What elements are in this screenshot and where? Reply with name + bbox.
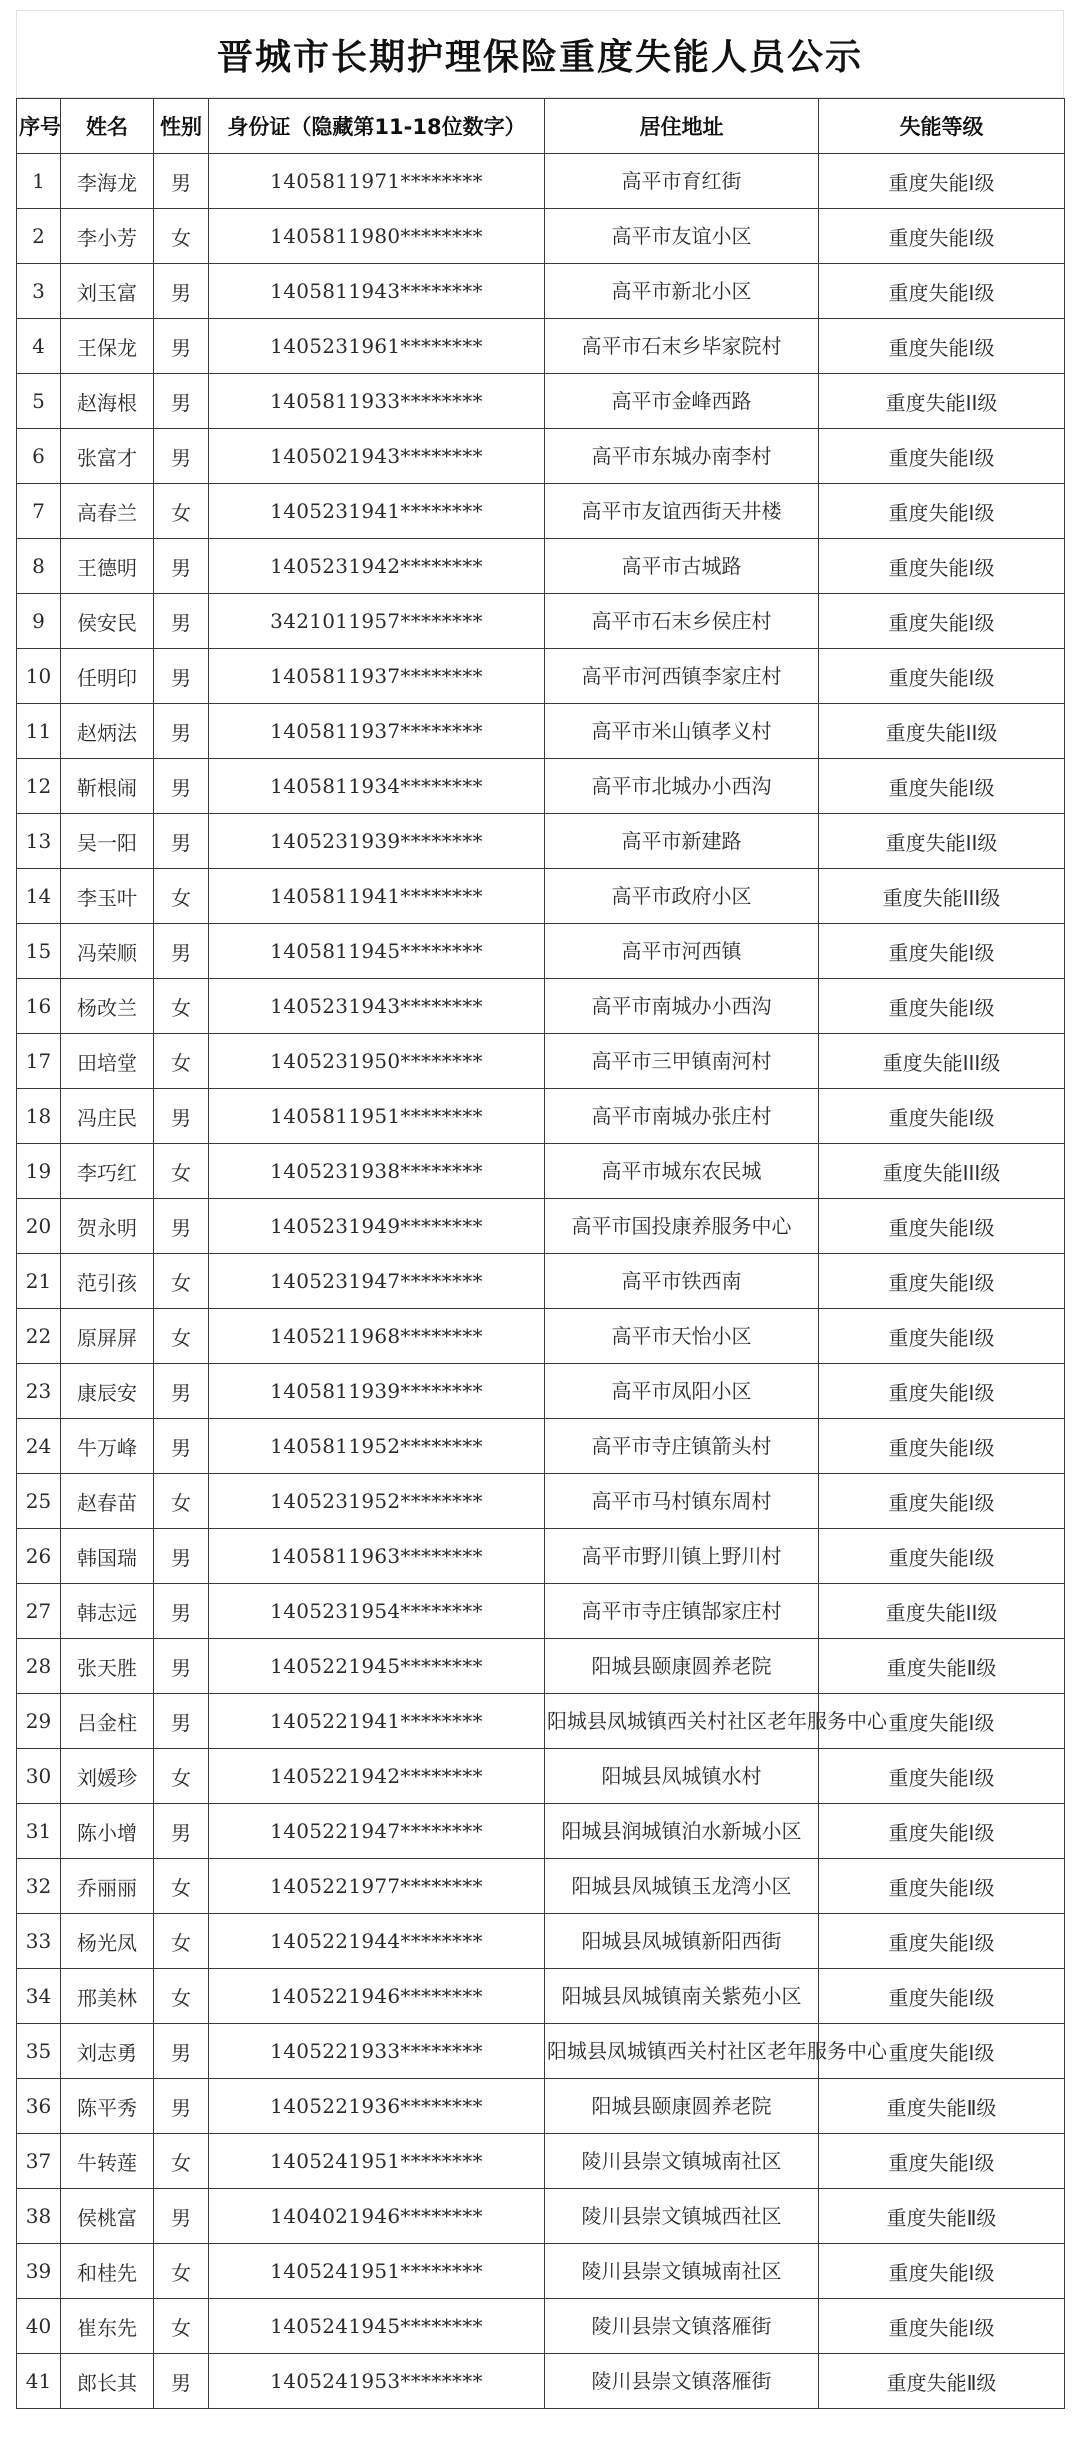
table-row: [17, 374, 1065, 429]
cell-id-number: 1405221977********: [209, 1859, 545, 1914]
table-row: [17, 649, 1065, 704]
cell-gender: 男: [154, 374, 209, 429]
cell-address: 阳城县润城镇泊水新城小区: [545, 1804, 819, 1859]
cell-disability-level: 重度失能I级: [819, 539, 1065, 594]
cell-disability-level: 重度失能I级: [819, 649, 1065, 704]
cell-address: 阳城县凤城镇西关村社区老年服务中心: [545, 2024, 819, 2079]
cell-id-number: 1405021943********: [209, 429, 545, 484]
cell-disability-level: 重度失能I级: [819, 1419, 1065, 1474]
cell-address: 高平市野川镇上野川村: [545, 1529, 819, 1584]
cell-seq: 6: [17, 429, 61, 484]
cell-name: 靳根闹: [61, 759, 154, 814]
cell-disability-level: 重度失能Ⅰ级: [819, 1859, 1065, 1914]
table-header: [17, 99, 1065, 154]
cell-address: 阳城县凤城镇水村: [545, 1749, 819, 1804]
cell-name: 牛转莲: [61, 2134, 154, 2189]
table-row: [17, 869, 1065, 924]
cell-name: 刘玉富: [61, 264, 154, 319]
cell-name: 郎长其: [61, 2354, 154, 2409]
table-row: [17, 1089, 1065, 1144]
cell-seq: 25: [17, 1474, 61, 1529]
cell-disability-level: 重度失能I级: [819, 759, 1065, 814]
cell-name: 刘志勇: [61, 2024, 154, 2079]
cell-gender: 男: [154, 1639, 209, 1694]
cell-gender: 女: [154, 209, 209, 264]
cell-seq: 36: [17, 2079, 61, 2134]
cell-gender: 男: [154, 924, 209, 979]
cell-seq: 28: [17, 1639, 61, 1694]
cell-disability-level: 重度失能I级: [819, 594, 1065, 649]
cell-id-number: 1405231943********: [209, 979, 545, 1034]
cell-gender: 男: [154, 1199, 209, 1254]
cell-id-number: 1405231947********: [209, 1254, 545, 1309]
cell-gender: 男: [154, 1089, 209, 1144]
table-row: [17, 1254, 1065, 1309]
cell-gender: 男: [154, 814, 209, 869]
cell-seq: 34: [17, 1969, 61, 2024]
cell-name: 韩志远: [61, 1584, 154, 1639]
cell-seq: 1: [17, 154, 61, 209]
cell-gender: 女: [154, 869, 209, 924]
table-row: [17, 1694, 1065, 1749]
cell-name: 李海龙: [61, 154, 154, 209]
cell-disability-level: 重度失能I级: [819, 1529, 1065, 1584]
cell-seq: 27: [17, 1584, 61, 1639]
cell-name: 韩国瑞: [61, 1529, 154, 1584]
cell-address: 阳城县凤城镇南关紫苑小区: [545, 1969, 819, 2024]
cell-gender: 男: [154, 594, 209, 649]
cell-gender: 男: [154, 429, 209, 484]
cell-name: 吕金柱: [61, 1694, 154, 1749]
table-row: [17, 1529, 1065, 1584]
cell-gender: 女: [154, 1969, 209, 2024]
cell-disability-level: 重度失能I级: [819, 484, 1065, 539]
cell-seq: 32: [17, 1859, 61, 1914]
cell-disability-level: 重度失能Ⅱ级: [819, 2079, 1065, 2134]
cell-address: 阳城县颐康圆养老院: [545, 1639, 819, 1694]
cell-name: 张天胜: [61, 1639, 154, 1694]
cell-seq: 10: [17, 649, 61, 704]
table-row: [17, 1584, 1065, 1639]
cell-disability-level: 重度失能I级: [819, 264, 1065, 319]
cell-id-number: 1405811945********: [209, 924, 545, 979]
cell-name: 赵炳法: [61, 704, 154, 759]
cell-address: 高平市凤阳小区: [545, 1364, 819, 1419]
table-row: [17, 2299, 1065, 2354]
cell-id-number: 1405241953********: [209, 2354, 545, 2409]
cell-id-number: 1405231938********: [209, 1144, 545, 1199]
cell-disability-level: 重度失能I级: [819, 154, 1065, 209]
cell-seq: 33: [17, 1914, 61, 1969]
cell-gender: 男: [154, 1419, 209, 1474]
cell-address: 高平市东城办南李村: [545, 429, 819, 484]
cell-disability-level: 重度失能II级: [819, 374, 1065, 429]
cell-name: 王保龙: [61, 319, 154, 374]
cell-seq: 22: [17, 1309, 61, 1364]
cell-name: 高春兰: [61, 484, 154, 539]
table-row: [17, 2244, 1065, 2299]
cell-id-number: 1405221945********: [209, 1639, 545, 1694]
table-row: [17, 594, 1065, 649]
cell-id-number: 1405811943********: [209, 264, 545, 319]
cell-address: 阳城县凤城镇新阳西街: [545, 1914, 819, 1969]
cell-address: 高平市天怡小区: [545, 1309, 819, 1364]
table-row: [17, 2134, 1065, 2189]
table-row: [17, 1749, 1065, 1804]
cell-name: 侯安民: [61, 594, 154, 649]
cell-id-number: 1405231954********: [209, 1584, 545, 1639]
title-box: [16, 10, 1064, 98]
cell-disability-level: 重度失能II级: [819, 704, 1065, 759]
cell-seq: 37: [17, 2134, 61, 2189]
cell-address: 高平市三甲镇南河村: [545, 1034, 819, 1089]
table-row: [17, 1199, 1065, 1254]
cell-gender: 女: [154, 2134, 209, 2189]
cell-address: 高平市寺庄镇箭头村: [545, 1419, 819, 1474]
cell-disability-level: 重度失能I级: [819, 1199, 1065, 1254]
cell-disability-level: 重度失能Ⅰ级: [819, 1749, 1065, 1804]
table-row: [17, 2189, 1065, 2244]
cell-name: 田培堂: [61, 1034, 154, 1089]
cell-gender: 男: [154, 2354, 209, 2409]
cell-disability-level: 重度失能I级: [819, 1364, 1065, 1419]
cell-address: 高平市友谊小区: [545, 209, 819, 264]
cell-id-number: 1405221947********: [209, 1804, 545, 1859]
cell-id-number: 1405811952********: [209, 1419, 545, 1474]
cell-gender: 女: [154, 1474, 209, 1529]
cell-id-number: 1405241951********: [209, 2244, 545, 2299]
cell-id-number: 1405221946********: [209, 1969, 545, 2024]
cell-disability-level: 重度失能III级: [819, 1144, 1065, 1199]
table-row: [17, 2354, 1065, 2409]
cell-name: 李巧红: [61, 1144, 154, 1199]
cell-disability-level: 重度失能Ⅰ级: [819, 1804, 1065, 1859]
cell-seq: 38: [17, 2189, 61, 2244]
cell-seq: 7: [17, 484, 61, 539]
cell-name: 牛万峰: [61, 1419, 154, 1474]
cell-gender: 男: [154, 1529, 209, 1584]
cell-id-number: 1405231942********: [209, 539, 545, 594]
cell-address: 高平市金峰西路: [545, 374, 819, 429]
cell-name: 和桂先: [61, 2244, 154, 2299]
cell-seq: 15: [17, 924, 61, 979]
table-row: [17, 1144, 1065, 1199]
cell-disability-level: 重度失能Ⅰ级: [819, 1969, 1065, 2024]
table-row: [17, 1474, 1065, 1529]
cell-address: 阳城县凤城镇西关村社区老年服务中心: [545, 1694, 819, 1749]
cell-id-number: 1405221944********: [209, 1914, 545, 1969]
cell-id-number: 1405221941********: [209, 1694, 545, 1749]
cell-seq: 8: [17, 539, 61, 594]
cell-disability-level: 重度失能I级: [819, 924, 1065, 979]
cell-disability-level: 重度失能III级: [819, 1034, 1065, 1089]
cell-address: 陵川县崇文镇城南社区: [545, 2134, 819, 2189]
cell-id-number: 1405231961********: [209, 319, 545, 374]
cell-disability-level: 重度失能I级: [819, 319, 1065, 374]
cell-id-number: 1405811971********: [209, 154, 545, 209]
header-level: 失能等级: [819, 99, 1065, 154]
table-row: [17, 264, 1065, 319]
cell-disability-level: 重度失能Ⅰ级: [819, 2134, 1065, 2189]
cell-seq: 2: [17, 209, 61, 264]
header-address: 居住地址: [545, 99, 819, 154]
cell-seq: 23: [17, 1364, 61, 1419]
cell-id-number: 1405811937********: [209, 704, 545, 759]
cell-disability-level: 重度失能Ⅱ级: [819, 1639, 1065, 1694]
roster-table: [16, 98, 1065, 2409]
cell-address: 阳城县凤城镇玉龙湾小区: [545, 1859, 819, 1914]
cell-address: 高平市南城办张庄村: [545, 1089, 819, 1144]
cell-gender: 女: [154, 1859, 209, 1914]
cell-gender: 女: [154, 1034, 209, 1089]
cell-gender: 女: [154, 2244, 209, 2299]
cell-id-number: 1405811937********: [209, 649, 545, 704]
table-row: [17, 979, 1065, 1034]
cell-id-number: 1405221936********: [209, 2079, 545, 2134]
cell-seq: 39: [17, 2244, 61, 2299]
cell-name: 吴一阳: [61, 814, 154, 869]
cell-id-number: 3421011957********: [209, 594, 545, 649]
cell-seq: 5: [17, 374, 61, 429]
cell-seq: 24: [17, 1419, 61, 1474]
cell-address: 高平市石末乡毕家院村: [545, 319, 819, 374]
cell-gender: 男: [154, 154, 209, 209]
table-row: [17, 209, 1065, 264]
table-row: [17, 1034, 1065, 1089]
cell-name: 王德明: [61, 539, 154, 594]
cell-id-number: 1405241951********: [209, 2134, 545, 2189]
cell-id-number: 1405811941********: [209, 869, 545, 924]
cell-id-number: 1405231952********: [209, 1474, 545, 1529]
cell-address: 高平市城东农民城: [545, 1144, 819, 1199]
cell-address: 陵川县崇文镇城南社区: [545, 2244, 819, 2299]
cell-disability-level: 重度失能Ⅰ级: [819, 1694, 1065, 1749]
table-row: [17, 319, 1065, 374]
table-row: [17, 704, 1065, 759]
table-row: [17, 429, 1065, 484]
table-row: [17, 1804, 1065, 1859]
cell-disability-level: 重度失能Ⅰ级: [819, 1914, 1065, 1969]
cell-seq: 40: [17, 2299, 61, 2354]
cell-id-number: 1405811934********: [209, 759, 545, 814]
cell-id-number: 1405231950********: [209, 1034, 545, 1089]
cell-gender: 男: [154, 2189, 209, 2244]
cell-name: 刘媛珍: [61, 1749, 154, 1804]
table-row: [17, 759, 1065, 814]
cell-address: 高平市育红街: [545, 154, 819, 209]
cell-address: 高平市南城办小西沟: [545, 979, 819, 1034]
cell-disability-level: 重度失能II级: [819, 814, 1065, 869]
cell-name: 乔丽丽: [61, 1859, 154, 1914]
cell-seq: 14: [17, 869, 61, 924]
cell-id-number: 1405811933********: [209, 374, 545, 429]
cell-name: 杨光凤: [61, 1914, 154, 1969]
header-seq: 序号: [17, 99, 61, 154]
cell-disability-level: 重度失能I级: [819, 429, 1065, 484]
cell-address: 高平市马村镇东周村: [545, 1474, 819, 1529]
cell-seq: 4: [17, 319, 61, 374]
cell-name: 赵春苗: [61, 1474, 154, 1529]
cell-gender: 女: [154, 2299, 209, 2354]
cell-gender: 男: [154, 1584, 209, 1639]
cell-name: 陈平秀: [61, 2079, 154, 2134]
cell-id-number: 1404021946********: [209, 2189, 545, 2244]
cell-gender: 男: [154, 264, 209, 319]
cell-id-number: 1405811963********: [209, 1529, 545, 1584]
cell-disability-level: 重度失能II级: [819, 1584, 1065, 1639]
cell-name: 陈小增: [61, 1804, 154, 1859]
cell-seq: 16: [17, 979, 61, 1034]
cell-name: 李玉叶: [61, 869, 154, 924]
header-name: 姓名: [61, 99, 154, 154]
table-row: [17, 484, 1065, 539]
cell-address: 陵川县崇文镇落雁街: [545, 2299, 819, 2354]
cell-disability-level: 重度失能I级: [819, 1474, 1065, 1529]
table-row: [17, 1859, 1065, 1914]
cell-disability-level: 重度失能Ⅱ级: [819, 2354, 1065, 2409]
cell-seq: 9: [17, 594, 61, 649]
cell-name: 张富才: [61, 429, 154, 484]
cell-id-number: 1405221942********: [209, 1749, 545, 1804]
cell-disability-level: 重度失能Ⅱ级: [819, 2189, 1065, 2244]
cell-gender: 男: [154, 1804, 209, 1859]
cell-seq: 26: [17, 1529, 61, 1584]
cell-disability-level: 重度失能I级: [819, 1254, 1065, 1309]
cell-gender: 女: [154, 979, 209, 1034]
cell-id-number: 1405231949********: [209, 1199, 545, 1254]
cell-gender: 男: [154, 649, 209, 704]
cell-id-number: 1405811939********: [209, 1364, 545, 1419]
cell-seq: 3: [17, 264, 61, 319]
cell-address: 高平市友谊西街天井楼: [545, 484, 819, 539]
table-row: [17, 2079, 1065, 2134]
table-row: [17, 1309, 1065, 1364]
cell-gender: 女: [154, 484, 209, 539]
cell-name: 崔东先: [61, 2299, 154, 2354]
cell-disability-level: 重度失能I级: [819, 979, 1065, 1034]
cell-disability-level: 重度失能Ⅰ级: [819, 2299, 1065, 2354]
cell-gender: 男: [154, 759, 209, 814]
cell-name: 贺永明: [61, 1199, 154, 1254]
cell-gender: 女: [154, 1309, 209, 1364]
cell-name: 邢美林: [61, 1969, 154, 2024]
table-row: [17, 1914, 1065, 1969]
cell-gender: 女: [154, 1144, 209, 1199]
cell-address: 高平市河西镇李家庄村: [545, 649, 819, 704]
cell-address: 高平市政府小区: [545, 869, 819, 924]
cell-seq: 20: [17, 1199, 61, 1254]
cell-id-number: 1405811980********: [209, 209, 545, 264]
table-row: [17, 1969, 1065, 2024]
cell-gender: 男: [154, 539, 209, 594]
table-row: [17, 1364, 1065, 1419]
cell-disability-level: 重度失能Ⅰ级: [819, 2024, 1065, 2079]
cell-disability-level: 重度失能I级: [819, 209, 1065, 264]
cell-disability-level: 重度失能III级: [819, 869, 1065, 924]
cell-seq: 19: [17, 1144, 61, 1199]
cell-seq: 21: [17, 1254, 61, 1309]
page-title: 晋城市长期护理保险重度失能人员公示: [216, 35, 863, 78]
cell-address: 高平市米山镇孝义村: [545, 704, 819, 759]
cell-name: 任明印: [61, 649, 154, 704]
cell-address: 高平市石末乡侯庄村: [545, 594, 819, 649]
table-row: [17, 924, 1065, 979]
table-row: [17, 1419, 1065, 1474]
table-row: [17, 154, 1065, 209]
cell-name: 李小芳: [61, 209, 154, 264]
cell-name: 范引孩: [61, 1254, 154, 1309]
cell-gender: 男: [154, 2079, 209, 2134]
header-row: [17, 99, 1065, 154]
cell-disability-level: 重度失能I级: [819, 1309, 1065, 1364]
cell-gender: 男: [154, 2024, 209, 2079]
cell-disability-level: 重度失能I级: [819, 1089, 1065, 1144]
cell-disability-level: 重度失能Ⅰ级: [819, 2244, 1065, 2299]
cell-name: 杨改兰: [61, 979, 154, 1034]
cell-seq: 35: [17, 2024, 61, 2079]
cell-address: 陵川县崇文镇落雁街: [545, 2354, 819, 2409]
cell-gender: 女: [154, 1914, 209, 1969]
cell-seq: 12: [17, 759, 61, 814]
cell-name: 康辰安: [61, 1364, 154, 1419]
cell-seq: 30: [17, 1749, 61, 1804]
cell-seq: 11: [17, 704, 61, 759]
cell-seq: 31: [17, 1804, 61, 1859]
table-row: [17, 1639, 1065, 1694]
cell-address: 高平市河西镇: [545, 924, 819, 979]
cell-address: 高平市古城路: [545, 539, 819, 594]
cell-name: 冯荣顺: [61, 924, 154, 979]
cell-seq: 17: [17, 1034, 61, 1089]
cell-address: 高平市寺庄镇郜家庄村: [545, 1584, 819, 1639]
cell-gender: 女: [154, 1749, 209, 1804]
cell-id-number: 1405241945********: [209, 2299, 545, 2354]
cell-gender: 男: [154, 1694, 209, 1749]
cell-id-number: 1405221933********: [209, 2024, 545, 2079]
cell-address: 高平市新建路: [545, 814, 819, 869]
cell-seq: 41: [17, 2354, 61, 2409]
cell-id-number: 1405231939********: [209, 814, 545, 869]
header-gender: 性别: [154, 99, 209, 154]
cell-address: 高平市铁西南: [545, 1254, 819, 1309]
cell-gender: 男: [154, 704, 209, 759]
cell-name: 赵海根: [61, 374, 154, 429]
table-row: [17, 814, 1065, 869]
cell-gender: 女: [154, 1254, 209, 1309]
cell-address: 高平市北城办小西沟: [545, 759, 819, 814]
cell-name: 原屏屏: [61, 1309, 154, 1364]
cell-seq: 18: [17, 1089, 61, 1144]
cell-name: 冯庄民: [61, 1089, 154, 1144]
table-body: [17, 154, 1065, 2409]
cell-address: 高平市新北小区: [545, 264, 819, 319]
cell-address: 高平市国投康养服务中心: [545, 1199, 819, 1254]
cell-seq: 29: [17, 1694, 61, 1749]
table-row: [17, 2024, 1065, 2079]
cell-id-number: 1405811951********: [209, 1089, 545, 1144]
cell-seq: 13: [17, 814, 61, 869]
cell-gender: 男: [154, 1364, 209, 1419]
cell-address: 阳城县颐康圆养老院: [545, 2079, 819, 2134]
cell-id-number: 1405211968********: [209, 1309, 545, 1364]
cell-id-number: 1405231941********: [209, 484, 545, 539]
header-id: 身份证（隐藏第11-18位数字）: [209, 99, 545, 154]
cell-address: 陵川县崇文镇城西社区: [545, 2189, 819, 2244]
table-row: [17, 539, 1065, 594]
cell-gender: 男: [154, 319, 209, 374]
cell-name: 侯桃富: [61, 2189, 154, 2244]
